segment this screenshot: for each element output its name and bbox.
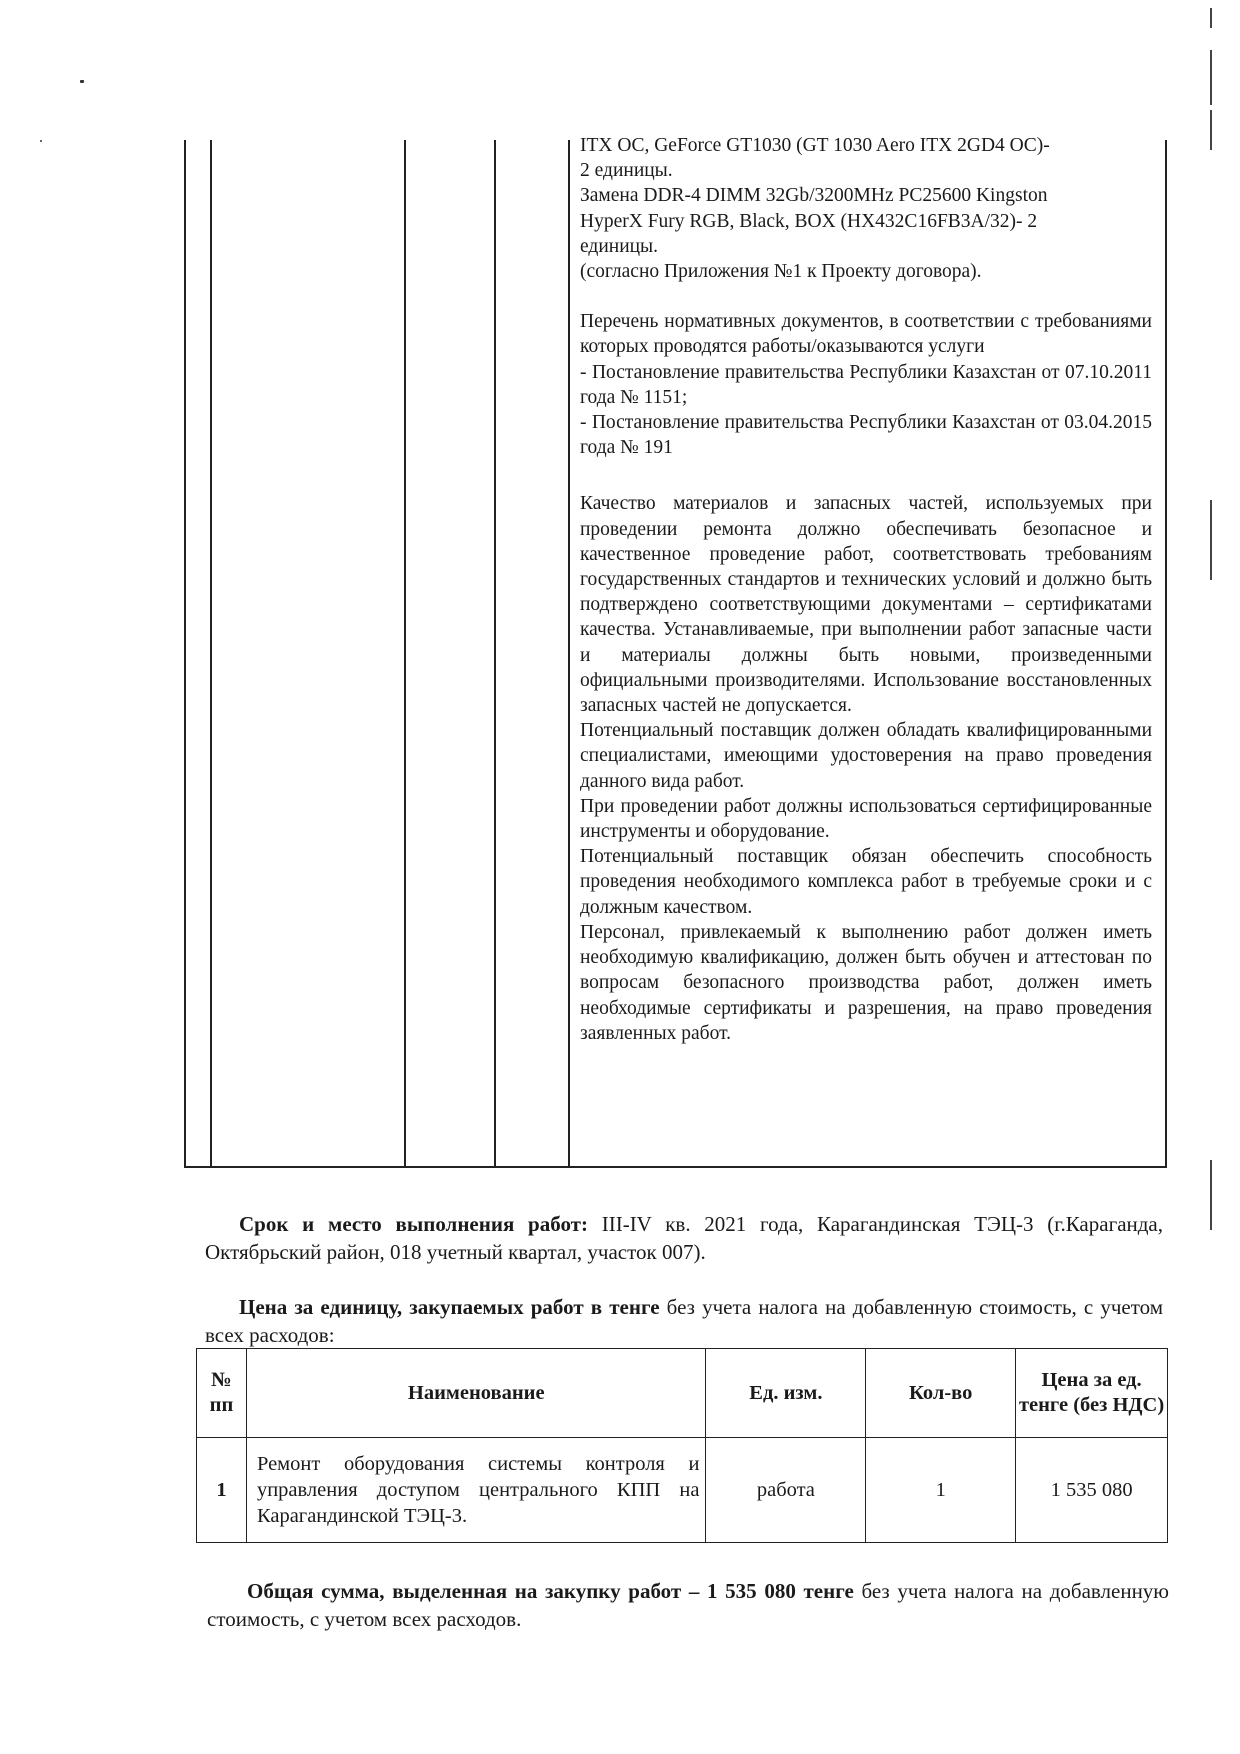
- row-name: Ремонт оборудования системы контроля и управления доступом центрального КПП на Карагандинской ТЭЦ-3.: [246, 1438, 706, 1543]
- scan-speck: [40, 140, 42, 142]
- term-text: III-IV кв. 2021 года, Карагандинская ТЭЦ-3 (г.Караганда, Октябрьский район, 018 учетный квартал, участок 007).: [205, 1212, 1164, 1264]
- header-name: Наименование: [246, 1349, 706, 1438]
- normative-item: - Постановление правительства Республики Казахстан от 03.04.2015 года № 191: [580, 412, 1152, 459]
- table-header-row: [197, 1349, 1168, 1438]
- scan-edge-line: [1210, 8, 1212, 28]
- header-unit: Ед. изм.: [706, 1349, 866, 1438]
- table-column-border: [404, 140, 406, 1168]
- table-row: [197, 1438, 1168, 1543]
- spec-line: единицы.: [580, 235, 659, 257]
- normative-heading: Перечень нормативных документов, в соответствии с требованиями которых проводятся работы/оказываются услуги: [580, 311, 1152, 358]
- price-table: [196, 1348, 1168, 1543]
- header-quantity: Кол-во: [866, 1349, 1016, 1438]
- requirements-table-continuation: [184, 135, 1166, 1168]
- unit-price-label: Цена за единицу, закупаемых работ в тенге: [239, 1295, 660, 1319]
- scan-edge-line: [1210, 1160, 1212, 1230]
- row-number: 1: [197, 1438, 247, 1543]
- term-label: Срок и место выполнения работ:: [239, 1212, 588, 1236]
- scan-edge-line: [1210, 110, 1212, 150]
- spec-line: ITX OC, GeForce GT1030 (GT 1030 Aero ITX 2GD4 OC)-: [580, 135, 1050, 156]
- scan-edge-line: [1210, 500, 1212, 580]
- quality-paragraph: Качество материалов и запасных частей, используемых при проведении ремонта должно обеспечивать безопасное и качественное проведение работ, соответствовать требованиям государственных стандартов и технических условий и должно быть подтверждено соответствующими документами – сертификатами качества. Устанавливаемые, при выполнении работ запасные части и материалы должны быть новыми, произведенными официальными производителями. Использование восстановленных запасных частей не допускается.: [580, 493, 1152, 717]
- unit-price-text: без учета налога на добавленную стоимость, с учетом всех расходов:: [205, 1295, 1163, 1347]
- quality-paragraph: Потенциальный поставщик должен обладать квалифицированными специалистами, имеющими удостоверения на право проведения данного вида работ.: [580, 720, 1152, 792]
- spec-line: HyperX Fury RGB, Black, BOX (HX432C16FB3A/32)- 2: [580, 210, 1038, 232]
- scan-edge-line: [1210, 50, 1212, 105]
- row-price: 1 535 080: [1016, 1438, 1168, 1543]
- table-column-border: [1165, 140, 1167, 1168]
- quality-paragraph: При проведении работ должны использоваться сертифицированные инструменты и оборудование.: [580, 795, 1152, 843]
- table-bottom-border: [184, 1166, 1166, 1168]
- row-unit: работа: [706, 1438, 866, 1543]
- spec-line: (согласно Приложения №1 к Проекту договора).: [580, 261, 982, 283]
- scan-speck: [80, 80, 84, 83]
- description-cell: [580, 133, 1152, 1046]
- total-label: Общая сумма, выделенная на закупку работ – 1 535 080 тенге: [247, 1579, 854, 1603]
- header-unit-price: Цена за ед. тенге (без НДС): [1016, 1349, 1168, 1438]
- row-quantity: 1: [866, 1438, 1016, 1543]
- quality-paragraph: Персонал, привлекаемый к выполнению работ должен иметь необходимую квалификацию, должен быть обучен и аттестован по вопросам безопасного производства работ, должен иметь необходимые сертификаты и разрешения, на право проведения заявленных работ.: [580, 921, 1152, 1044]
- total-paragraph: [207, 1577, 1169, 1633]
- quality-paragraph: Потенциальный поставщик обязан обеспечить способность проведения необходимого комплекса работ в требуемые сроки и с должным качеством.: [580, 846, 1152, 918]
- unit-price-paragraph: [205, 1293, 1163, 1349]
- total-text: без учета налога на добавленную стоимость, с учетом всех расходов.: [207, 1579, 1169, 1631]
- table-column-border: [184, 140, 186, 1168]
- table-column-border: [210, 140, 212, 1168]
- table-column-border: [568, 140, 570, 1168]
- table-column-border: [494, 140, 496, 1168]
- spec-line: 2 единицы.: [580, 160, 673, 182]
- normative-item: - Постановление правительства Республики Казахстан от 07.10.2011 года № 1151;: [580, 361, 1152, 408]
- term-paragraph: [205, 1210, 1163, 1266]
- spec-line: Замена DDR-4 DIMM 32Gb/3200MHz PC25600 Kingston: [580, 185, 1048, 207]
- header-number: № пп: [197, 1349, 247, 1438]
